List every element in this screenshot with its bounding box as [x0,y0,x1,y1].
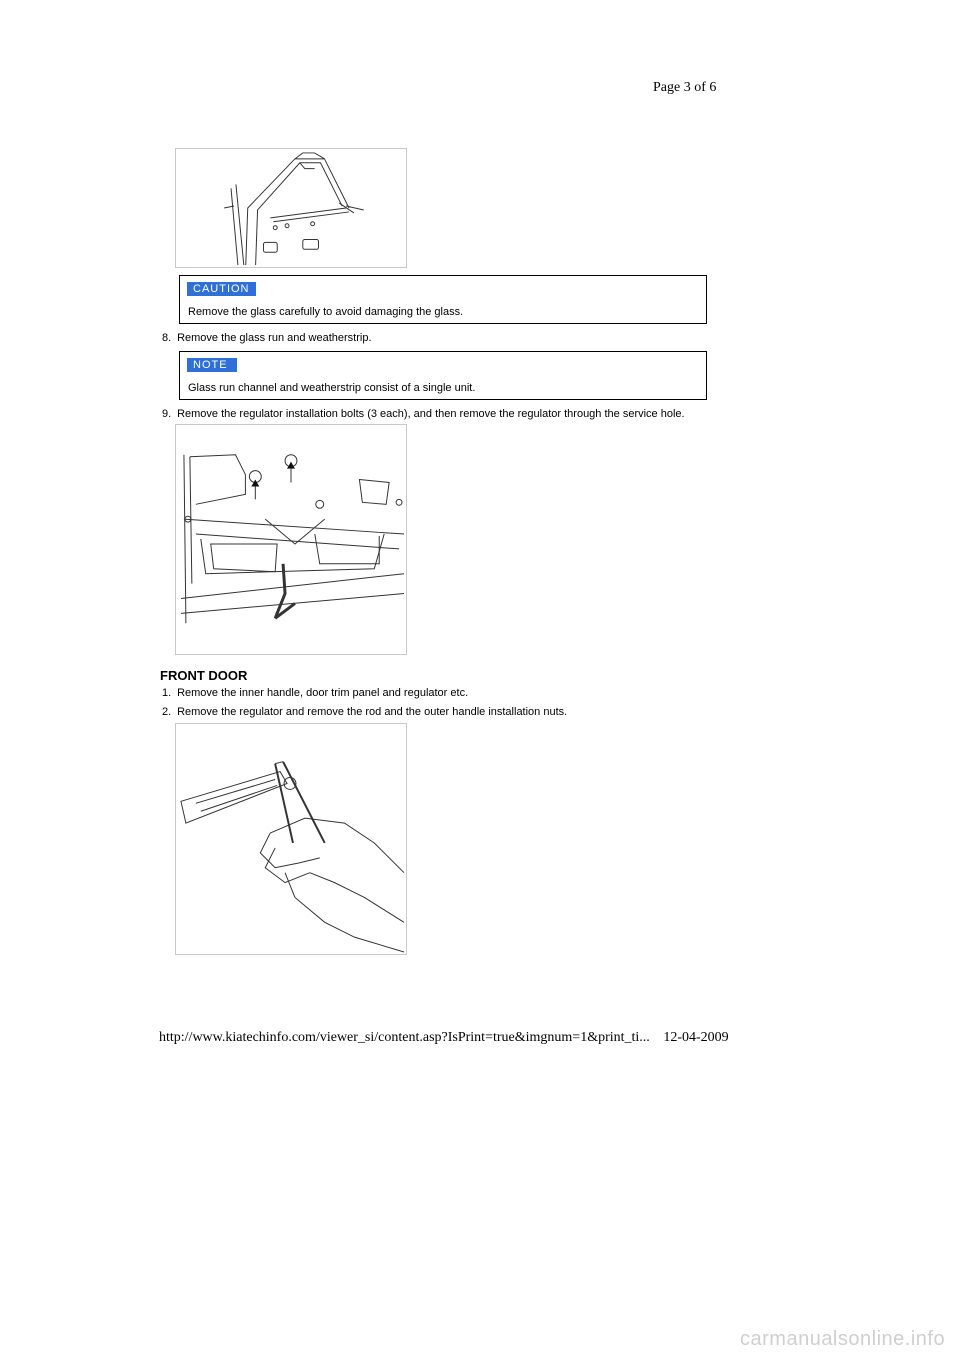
step-9 [162,408,685,420]
step-text: Remove the inner handle, door trim panel and regulator etc. [177,687,469,699]
caution-text: Remove the glass carefully to avoid damaging the glass. [188,306,464,318]
caution-box [179,275,707,324]
door-regulator-illustration [176,425,406,654]
watermark: carmanualsonline.info [740,1328,946,1350]
page-footer [159,1030,729,1046]
front-door-heading: FRONT DOOR [160,668,248,683]
step-number: 2. [162,706,172,718]
caution-badge: CAUTION [187,282,256,296]
source-url: http://www.kiatechinfo.com/viewer_si/content.asp?IsPrint=true&imgnum=1&print_ti... [159,1030,650,1045]
regulator-bolts-figure [175,424,407,655]
door-glass-illustration [176,149,406,267]
glass-removal-figure [175,148,407,268]
print-date: 12-04-2009 [663,1030,729,1045]
step-text: Remove the regulator and remove the rod and the outer handle installation nuts. [177,706,568,718]
step-number: 9. [162,408,172,420]
front-door-step-2 [162,706,567,718]
front-door-step-1 [162,687,468,699]
step-8 [162,332,372,344]
note-box [179,351,707,400]
step-text: Remove the regulator installation bolts (3 each), and then remove the regulator through the service hole. [177,408,685,420]
step-number: 8. [162,332,172,344]
note-text: Glass run channel and weatherstrip consist of a single unit. [188,382,476,394]
step-text: Remove the glass run and weatherstrip. [177,332,372,344]
outer-handle-illustration [176,724,406,954]
page-number: Page 3 of 6 [653,80,717,95]
step-number: 1. [162,687,172,699]
note-badge: NOTE [187,358,237,372]
outer-handle-figure [175,723,407,955]
